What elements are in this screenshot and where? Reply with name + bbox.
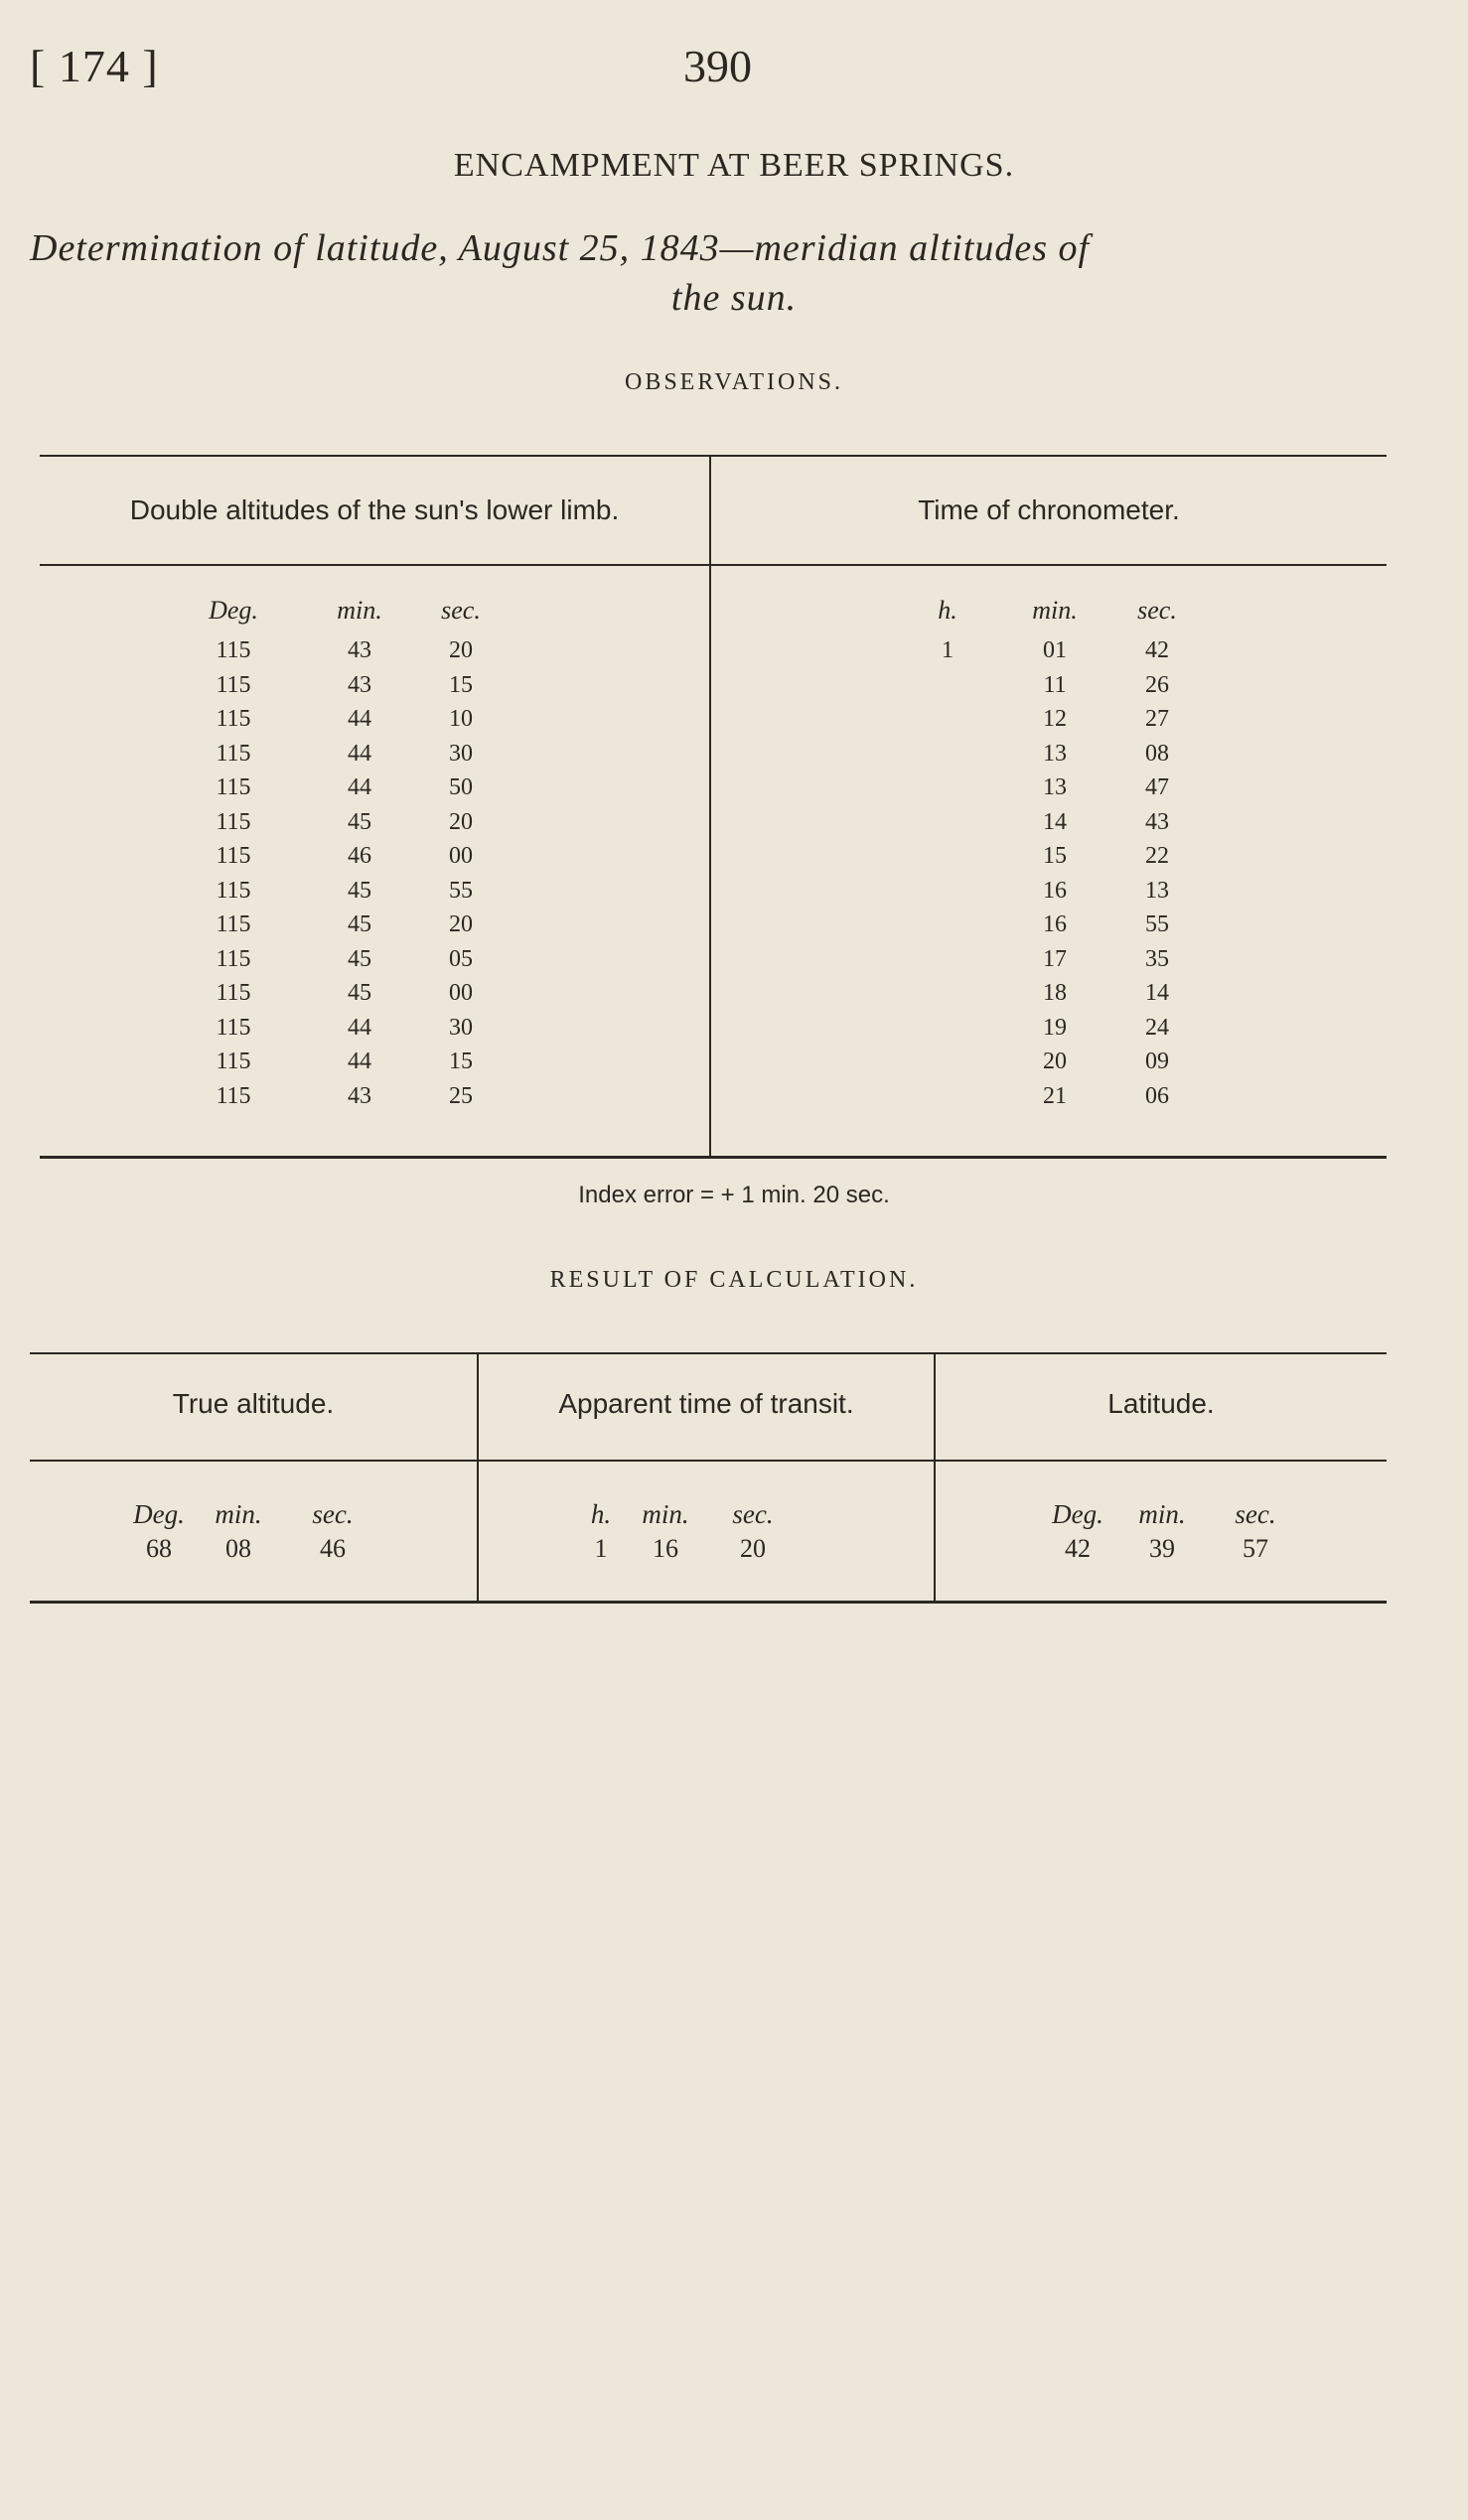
time-sec-cell: 06 [1145, 1082, 1169, 1109]
result-header-rule [30, 1460, 1387, 1462]
index-error-note: Index error = + 1 min. 20 sec. [578, 1182, 890, 1208]
alt-deg-cell: 115 [216, 808, 251, 835]
time-sec-cell: 43 [1145, 808, 1169, 835]
alt-min-cell: 45 [348, 808, 371, 835]
time-sec-cell: 26 [1145, 671, 1169, 698]
app-time-h: 1 [594, 1534, 608, 1563]
app-time-unit-sec: sec. [732, 1499, 774, 1529]
obs-top-rule [40, 455, 1387, 457]
alt-min-cell: 44 [348, 706, 371, 732]
alt-min-cell: 44 [348, 740, 371, 767]
lat-unit-deg: Deg. [1052, 1499, 1103, 1529]
alt-deg-cell: 115 [216, 740, 251, 767]
alt-sec-cell: 55 [449, 877, 473, 904]
alt-min-cell: 45 [348, 980, 371, 1006]
app-time-min: 16 [653, 1534, 678, 1563]
time-sec-cell: 08 [1145, 740, 1169, 767]
alt-sec-cell: 00 [449, 843, 473, 869]
time-min-cell: 12 [1043, 706, 1067, 732]
alt-deg-cell: 115 [216, 911, 251, 937]
alt-min-cell: 45 [348, 877, 371, 904]
alt-sec-cell: 10 [449, 706, 473, 732]
alt-min-cell: 44 [348, 1014, 371, 1041]
time-sec-cell: 22 [1145, 843, 1169, 869]
alt-sec-cell: 05 [449, 945, 473, 972]
alt-min-cell: 45 [348, 945, 371, 972]
col-apparent-time-header: Apparent time of transit. [558, 1388, 854, 1419]
time-sec-cell: 35 [1145, 945, 1169, 972]
alt-sec-cell: 00 [449, 980, 473, 1006]
time-min-cell: 14 [1043, 808, 1067, 835]
time-min-cell: 11 [1043, 671, 1067, 698]
lat-unit-sec: sec. [1235, 1499, 1276, 1529]
alt-sec-cell: 30 [449, 740, 473, 767]
true-alt-sec: 46 [320, 1534, 346, 1563]
time-min-cell: 13 [1043, 740, 1067, 767]
lat-min: 39 [1149, 1534, 1175, 1563]
time-min-cell: 16 [1043, 911, 1067, 937]
alt-min-cell: 44 [348, 1049, 371, 1074]
time-min-cell: 20 [1043, 1049, 1067, 1074]
col-latitude-header: Latitude. [1107, 1388, 1215, 1419]
alt-unit-deg: Deg. [209, 596, 258, 625]
alt-deg-cell: 115 [216, 671, 251, 698]
alt-deg-cell: 115 [216, 945, 251, 972]
alt-sec-cell: 15 [449, 1049, 473, 1074]
true-alt-unit-deg: Deg. [133, 1499, 185, 1529]
time-min-cell: 21 [1043, 1082, 1067, 1109]
true-alt-deg: 68 [146, 1534, 172, 1563]
result-heading: RESULT OF CALCULATION. [549, 1267, 919, 1293]
alt-unit-min: min. [337, 596, 382, 625]
time-min-cell: 17 [1043, 945, 1067, 972]
time-sec-cell: 14 [1145, 980, 1169, 1006]
time-h-cell: 1 [942, 637, 954, 663]
app-time-unit-min: min. [642, 1499, 689, 1529]
alt-min-cell: 43 [348, 1082, 371, 1109]
alt-sec-cell: 20 [449, 911, 473, 937]
alt-deg-cell: 115 [216, 1049, 251, 1074]
alt-sec-cell: 20 [449, 637, 473, 663]
alt-deg-cell: 115 [216, 637, 251, 663]
col-true-altitude-header: True altitude. [172, 1388, 335, 1419]
bracket-page-number: [ 174 ] [30, 41, 159, 91]
time-sec-cell: 47 [1145, 774, 1169, 800]
alt-sec-cell: 25 [449, 1082, 473, 1109]
alt-deg-cell: 115 [216, 980, 251, 1006]
true-alt-unit-sec: sec. [312, 1499, 354, 1529]
page-number: 390 [683, 41, 752, 91]
alt-min-cell: 43 [348, 671, 371, 698]
subtitle-line-1: Determination of latitude, August 25, 1843—meridian altitudes of [30, 227, 1091, 269]
time-min-cell: 01 [1043, 637, 1067, 663]
time-unit-sec: sec. [1137, 596, 1177, 625]
page-title: ENCAMPMENT AT BEER SPRINGS. [453, 147, 1015, 184]
subtitle-line-2: the sun. [670, 277, 798, 319]
time-sec-cell: 09 [1145, 1049, 1169, 1074]
alt-deg-cell: 115 [216, 1082, 251, 1109]
lat-unit-min: min. [1138, 1499, 1186, 1529]
alt-deg-cell: 115 [216, 706, 251, 732]
time-sec-cell: 55 [1145, 911, 1169, 937]
lat-sec: 57 [1243, 1534, 1268, 1563]
col-altitudes-header: Double altitudes of the sun's lower limb. [129, 494, 620, 525]
alt-deg-cell: 115 [216, 843, 251, 869]
time-sec-cell: 13 [1145, 877, 1169, 904]
alt-sec-cell: 50 [449, 774, 473, 800]
time-sec-cell: 24 [1145, 1014, 1169, 1041]
obs-bottom-rule [40, 1156, 1387, 1159]
time-unit-h: h. [938, 596, 957, 625]
observations-heading: OBSERVATIONS. [624, 369, 843, 395]
obs-header-rule [40, 564, 1387, 566]
time-unit-min: min. [1032, 596, 1078, 625]
alt-min-cell: 45 [348, 911, 371, 937]
true-alt-unit-min: min. [215, 1499, 262, 1529]
result-bottom-rule [30, 1601, 1387, 1604]
app-time-sec: 20 [740, 1534, 766, 1563]
alt-deg-cell: 115 [216, 774, 251, 800]
app-time-unit-h: h. [590, 1499, 612, 1529]
result-top-rule [30, 1352, 1387, 1354]
true-alt-min: 08 [225, 1534, 251, 1563]
time-min-cell: 16 [1043, 877, 1067, 904]
lat-deg: 42 [1065, 1534, 1091, 1563]
alt-unit-sec: sec. [441, 596, 481, 625]
time-min-cell: 13 [1043, 774, 1067, 800]
alt-min-cell: 43 [348, 637, 371, 663]
alt-min-cell: 44 [348, 774, 371, 800]
time-min-cell: 18 [1043, 980, 1067, 1006]
alt-min-cell: 46 [348, 843, 371, 869]
time-sec-cell: 42 [1145, 637, 1169, 663]
obs-column-divider [709, 455, 711, 1156]
alt-sec-cell: 15 [449, 671, 473, 698]
time-min-cell: 15 [1043, 843, 1067, 869]
alt-sec-cell: 20 [449, 808, 473, 835]
time-sec-cell: 27 [1145, 706, 1169, 732]
alt-sec-cell: 30 [449, 1014, 473, 1041]
col-time-header: Time of chronometer. [918, 494, 1180, 525]
alt-deg-cell: 115 [216, 877, 251, 904]
time-min-cell: 19 [1043, 1014, 1067, 1041]
alt-deg-cell: 115 [216, 1014, 251, 1041]
